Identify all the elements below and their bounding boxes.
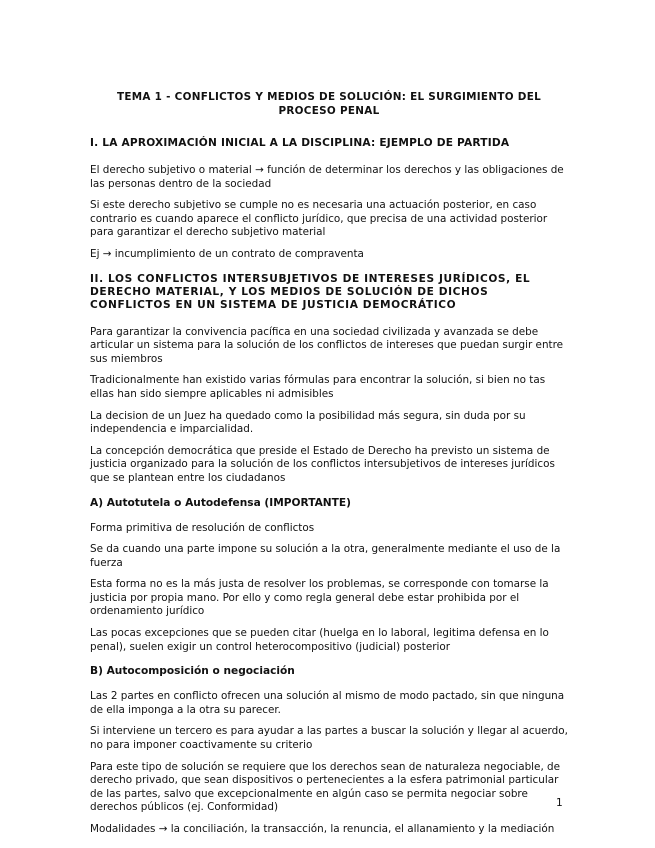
subsection-a-paragraph: Esta forma no es la más justa de resolver los problemas, se corresponde con tomarse la justicia por propia mano. Por ello y como regla general debe estar prohibida por el ordenamiento jurídico xyxy=(90,578,549,618)
subsection-b-paragraph: Para este tipo de solución se requiere que los derechos sean de naturaleza negociable, de derecho privado, que sean dispositivos o pertenecientes a la esfera patrimonial particular de las partes, salvo que excepcionalmente en algún caso se permita negociar sobre derechos públicos (ej. Conformidad) xyxy=(90,760,561,814)
page-number: 1 xyxy=(556,797,563,809)
section-1-paragraph: Si este derecho subjetivo se cumple no es necesaria una actuación posterior, en caso contrario es cuando aparece el conflicto jurídico, que precisa de una actividad posterior para garantizar el derecho subjetivo material xyxy=(90,199,548,239)
section-2-paragraph: Para garantizar la convivencia pacífica en una sociedad civilizada y avanzada se debe articular un sistema para la solución de los conflictos de intereses que puedan surgir entre sus miembros xyxy=(90,325,564,365)
subsection-a-heading: A) Autotutela o Autodefensa (IMPORTANTE) xyxy=(90,496,351,509)
subsection-b-heading: B) Autocomposición o negociación xyxy=(90,665,295,678)
subsection-b-paragraph: Las 2 partes en conflicto ofrecen una solución al mismo de modo pactado, sin que ninguna de ella imponga a la otra su parecer. xyxy=(90,690,565,716)
section-1-paragraph: Ej → incumplimiento de un contrato de compraventa xyxy=(90,247,364,260)
document-title xyxy=(90,90,568,118)
section-1-heading: I. LA APROXIMACIÓN INICIAL A LA DISCIPLINA: EJEMPLO DE PARTIDA xyxy=(90,137,510,149)
section-1-paragraph: El derecho subjetivo o material → función de determinar los derechos y las obligaciones de las personas dentro de la sociedad xyxy=(90,164,564,190)
section-2-paragraph: La decision de un Juez ha quedado como la posibilidad más segura, sin duda por su independencia e imparcialidad. xyxy=(90,409,526,436)
subsection-b-paragraph: Modalidades → la conciliación, la transacción, la renuncia, el allanamiento y la mediación xyxy=(90,823,555,835)
section-2-paragraph: Tradicionalmente han existido varias fórmulas para encontrar la solución, si bien no tas ellas han sido siempre aplicables ni admisibles xyxy=(90,374,546,400)
title-text: TEMA 1 - CONFLICTOS Y MEDIOS DE SOLUCIÓN: EL SURGIMIENTO DEL PROCESO PENAL xyxy=(116,91,542,117)
document-body xyxy=(90,90,568,845)
subsection-a-paragraph: Forma primitiva de resolución de conflictos xyxy=(90,521,315,534)
section-2-heading: II. LOS CONFLICTOS INTERSUBJETIVOS DE INTERESES JURÍDICOS, EL DERECHO MATERIAL, Y LOS MEDIOS DE SOLUCIÓN DE DICHOS CONFLICTOS EN UN SISTEMA DE JUSTICIA DEMOCRÁTICO xyxy=(90,272,531,311)
subsection-a-paragraph: Se da cuando una parte impone su solución a la otra, generalmente mediante el uso de la fuerza xyxy=(90,543,561,569)
subsection-b-paragraph: Si interviene un tercero es para ayudar a las partes a buscar la solución y llegar al acuerdo, no para imponer coactivamente su criterio xyxy=(90,725,568,752)
section-2-paragraph: La concepción democrática que preside el Estado de Derecho ha previsto un sistema de justicia organizado para la solución de los conflictos intersubjetivos de intereses jurídicos que se plantean entre los ciudadanos xyxy=(90,444,555,484)
subsection-a-paragraph: Las pocas excepciones que se pueden citar (huelga en lo laboral, legitima defensa en lo penal), suelen exigir un control heterocompositivo (judicial) posterior xyxy=(90,627,549,653)
